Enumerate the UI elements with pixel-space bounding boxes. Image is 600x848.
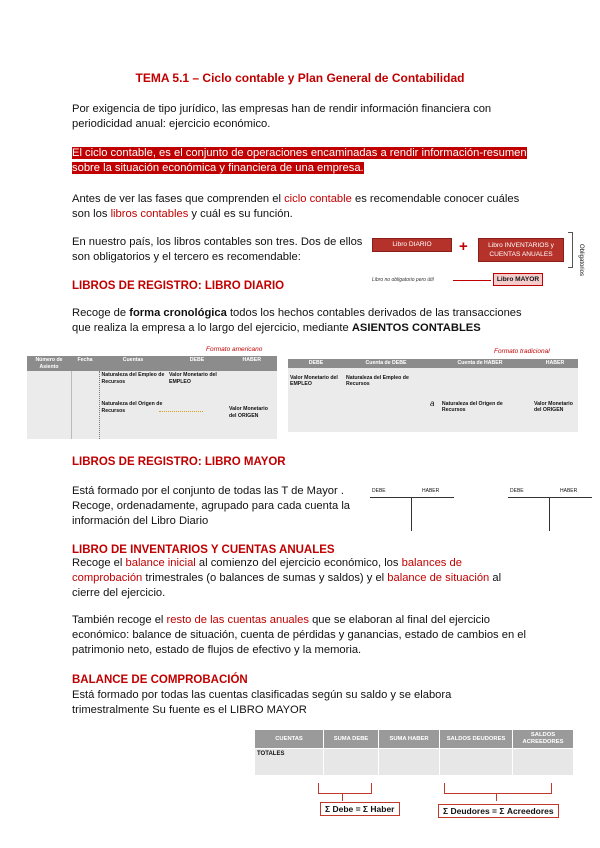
credit-value: Valor Monetario del ORIGEN (534, 400, 573, 413)
balance-inicial-term: balance inicial (125, 557, 196, 569)
a-connector: a (430, 398, 435, 408)
bold-term: ASIENTOS CONTABLES (351, 322, 481, 334)
definition-line-2: sobre la situación económica y financiera de una empresa. (72, 162, 364, 174)
t2-debe: DEBE (510, 488, 524, 494)
text-span: es recomendable conocer cuáles son los (72, 193, 520, 220)
totales-label: TOTALES (255, 749, 324, 776)
text-span: También recoge el (72, 614, 167, 626)
col-haber: HABER (532, 359, 578, 368)
text-span: trimestrales (o balances de sumas y saldos) y el (142, 572, 388, 584)
mayor-heading: LIBROS DE REGISTRO: LIBRO MAYOR (72, 456, 286, 468)
arrow-saldos (496, 793, 497, 801)
text-span: Antes de ver las fases que comprenden el (72, 193, 285, 205)
text-span: Recoge el (72, 557, 126, 569)
libro-inventarios-box: Libro INVENTARIOS y CUENTAS ANUALES (478, 238, 564, 262)
ciclo-contable-term: ciclo contable (284, 193, 352, 205)
traditional-format-table (288, 359, 578, 432)
col-debe: DEBE (288, 359, 344, 368)
libro-diario-box: Libro DIARIO (372, 238, 452, 252)
text-span: al cierre del ejercicio. (72, 572, 502, 599)
col-cuentas: CUENTAS (255, 730, 324, 749)
col-saldos-acreedores: SALDOS ACREEDORES (513, 730, 574, 749)
col-suma-haber: SUMA HABER (379, 730, 440, 749)
arrow-sumas (342, 793, 343, 801)
col-cuenta-debe: Cuenta de DEBE (344, 359, 428, 368)
libros-contables-term: libros contables (110, 208, 189, 220)
balance-paragraph: Está formado por todas las cuentas clasificadas según su saldo y se elabora trimestralmente Su fuente es el LIBRO MAYOR (72, 689, 452, 716)
col-cuentas: Cuentas (99, 356, 167, 371)
text-span: y cuál es su función. (188, 208, 293, 220)
inventarios-paragraph-1 (72, 556, 532, 601)
text-span: todos los hechos contables derivados de las transacciones que realiza la empresa a lo largo del ejercicio, mediante (72, 307, 522, 334)
diario-heading: LIBROS DE REGISTRO: LIBRO DIARIO (72, 280, 285, 292)
t1-debe: DEBE (372, 488, 386, 494)
credit-account: Naturaleza del Origen de Recursos (441, 400, 503, 413)
mayor-paragraph: Está formado por el conjunto de todas las T de Mayor . Recoge, ordenadamente, agrupado para cada cuenta la información del Libro Diario (72, 485, 351, 527)
debit-account: Naturaleza del Empleo de Recursos (101, 372, 165, 385)
equation-saldos: Σ Deudores = Σ Acreedores (438, 804, 559, 818)
traditional-format-label: Formato tradicional (494, 348, 550, 355)
plus-sign: + (459, 238, 468, 255)
col-haber: HABER (227, 356, 277, 371)
american-format-label: Formato americano (206, 346, 263, 353)
t-account-2 (508, 489, 592, 531)
debit-value: Valor Monetario del EMPLEO (169, 372, 217, 385)
bracket-saldos (444, 783, 552, 794)
credit-value: Valor Monetario del ORIGEN (229, 406, 268, 419)
obligatorios-bracket (568, 232, 573, 268)
inventarios-paragraph-2 (72, 613, 532, 658)
balance-table (254, 729, 574, 776)
intro-paragraph: Por exigencia de tipo jurídico, las empresas han de rendir información financiera con periodicidad anual: ejercicio económico. (72, 103, 492, 130)
libro-mayor-box: Libro MAYOR (493, 273, 543, 286)
col-cuenta-haber: Cuenta de HABER (428, 359, 532, 368)
definition-line-1: El ciclo contable, es el conjunto de operaciones encaminadas a rendir información-resumen (72, 147, 527, 159)
books-paragraph (72, 192, 522, 222)
balance-situacion-term: balance de situación (387, 572, 490, 584)
american-format-table (27, 356, 277, 439)
definition-highlight (72, 146, 532, 176)
debit-account: Naturaleza del Empleo de Recursos (346, 374, 409, 387)
cuentas-anuales-term: resto de las cuentas anuales (166, 614, 309, 626)
col-suma-debe: SUMA DEBE (324, 730, 379, 749)
col-saldos-deudores: SALDOS DEUDORES (440, 730, 513, 749)
inventarios-heading: LIBRO DE INVENTARIOS Y CUENTAS ANUALES (72, 544, 335, 556)
t1-haber: HABER (422, 488, 440, 494)
col-fecha: Fecha (71, 356, 99, 371)
text-span: que se elaboran al final del ejercicio económico: balance de situación, cuenta de pérdidas y ganancias, estado de cambios en el patrimonio neto, estado de flujos de efectivo y la memoria. (72, 614, 527, 656)
balances-comprobacion-term: balances de comprobación (72, 557, 462, 584)
books-intro: En nuestro país, los libros contables son tres. Dos de ellos son obligatorios y el tercero es recomendable: (72, 236, 363, 263)
t-account-1 (370, 489, 454, 531)
t2-haber: HABER (560, 488, 578, 494)
bold-term: forma cronológica (129, 307, 227, 319)
text-span: Recoge de (72, 307, 130, 319)
recomendable-note: Libro no obligatorio pero útil (372, 277, 434, 283)
diario-paragraph (72, 306, 532, 336)
note-arrow (453, 280, 491, 281)
equation-sumas: Σ Debe = Σ Haber (320, 802, 400, 816)
credit-account: Naturaleza del Origen de Recursos (101, 401, 163, 414)
page-title: TEMA 5.1 – Ciclo contable y Plan General de Contabilidad (135, 71, 465, 85)
col-debe: DEBE (167, 356, 227, 371)
balance-heading: BALANCE DE COMPROBACIÓN (72, 674, 248, 686)
debit-value: Valor Monetario del EMPLEO (290, 374, 338, 387)
bracket-sumas (318, 783, 372, 794)
col-numero: Número de Asiento (27, 356, 71, 371)
text-span: al comienzo del ejercicio económico, los (195, 557, 402, 569)
obligatorios-label: Obligatorios (578, 244, 584, 277)
